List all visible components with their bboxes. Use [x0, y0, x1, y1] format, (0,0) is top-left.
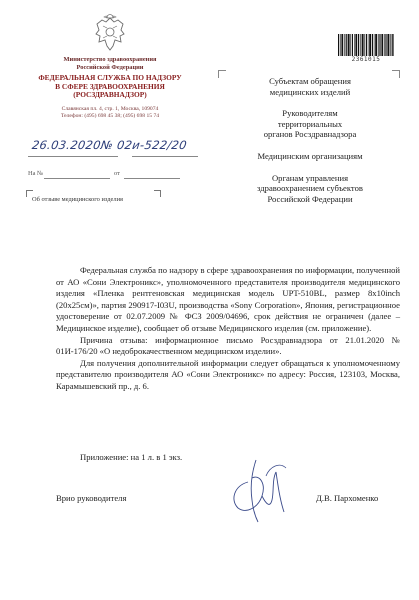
in-reply-number-label: На № [28, 170, 44, 177]
signatory-name: Д.В. Пархоменко [316, 493, 379, 503]
recipient-item [222, 76, 398, 97]
recipients-block [222, 76, 398, 215]
agency-line-2: В СФЕРЕ ЗДРАВООХРАНЕНИЯ [55, 81, 165, 91]
barcode-icon [338, 34, 394, 56]
ministry-line-2: Российской Федерации [76, 63, 144, 71]
letterhead [20, 14, 200, 120]
handwritten-reference: 26.03.2020№ 02и-522/20 [31, 138, 188, 152]
recipient-line: Медицинским организациям [257, 150, 363, 161]
date-underline [28, 156, 118, 157]
subject-line: Об отзыве медицинского изделия [32, 196, 123, 203]
agency-line-1: ФЕДЕРАЛЬНАЯ СЛУЖБА ПО НАДЗОРУ [38, 73, 182, 83]
address-line-1: Славянская пл. 4, стр. 1, Москва, 109074 [61, 105, 159, 112]
recipient-item [222, 173, 398, 205]
body-paragraph: Причина отзыва: информационное письмо Росздравнадзора от 21.01.2020 № 01И-176/20 «О недоброкачественном медицинском изделии». [56, 334, 400, 357]
in-reply-from-label: от [114, 170, 120, 177]
recipient-line: Руководителям [282, 108, 338, 119]
handwritten-signature [226, 456, 292, 524]
address-line-2: Телефон: (495) 698 45 38; (495) 698 15 74 [60, 112, 160, 119]
in-reply-date-underline [124, 178, 180, 179]
number-underline [132, 156, 198, 157]
recipient-item [222, 151, 398, 162]
barcode-number: 2361015 [351, 56, 381, 63]
recipient-line: Органам управления [271, 172, 349, 183]
ministry-line-1: Министерство здравоохранения [63, 56, 157, 63]
outgoing-reference [28, 138, 198, 158]
recipient-line: Субъектам обращения [269, 76, 351, 86]
recipient-line: Российской Федерации [267, 193, 353, 204]
recipient-line: медицинских изделий [269, 86, 351, 97]
signatory-title: Врио руководителя [56, 493, 127, 503]
subject-bracket-right [154, 190, 161, 197]
in-reply-number-underline [44, 178, 110, 179]
attachment-note: Приложение: на 1 л. в 1 экз. [80, 452, 183, 462]
in-reply-line [28, 170, 198, 182]
agency-line-3: (РОСЗДРАВНАДЗОР) [73, 90, 147, 100]
body-paragraph: Федеральная служба по надзору в сфере здравоохранения по информации, полученной от АО «Сони Электроникс», уполномоченного представителя производителя медицинского изделия «Пленка рентгеновская медицинская модель UPT-510BL, размер 8x10inch (20x25см)», партия 290917-I03U, производства «Sony Corporation», Япония, регистрационное удостоверение от 02.07.2009 № ФСЗ 2009/04696, срок действия не ограничен (далее – Медицинское изделие), сообщает об отзыве Медицинского изделия (см. приложение). [56, 265, 400, 333]
recipient-line: здравоохранением субъектов [257, 183, 363, 194]
recipient-line: органов Росздравнадзора [263, 129, 357, 140]
coat-of-arms-icon [93, 14, 127, 52]
recipient-item [222, 108, 398, 140]
recipient-line: территориальных [277, 118, 343, 129]
body-paragraph: Для получения дополнительной информации следует обращаться к уполномоченному представителю производителя АО «Сони Электроникс» по адресу: Россия, 123103, Москва, Карамышевский пр., д. 6. [56, 357, 400, 391]
letter-body [56, 265, 400, 393]
